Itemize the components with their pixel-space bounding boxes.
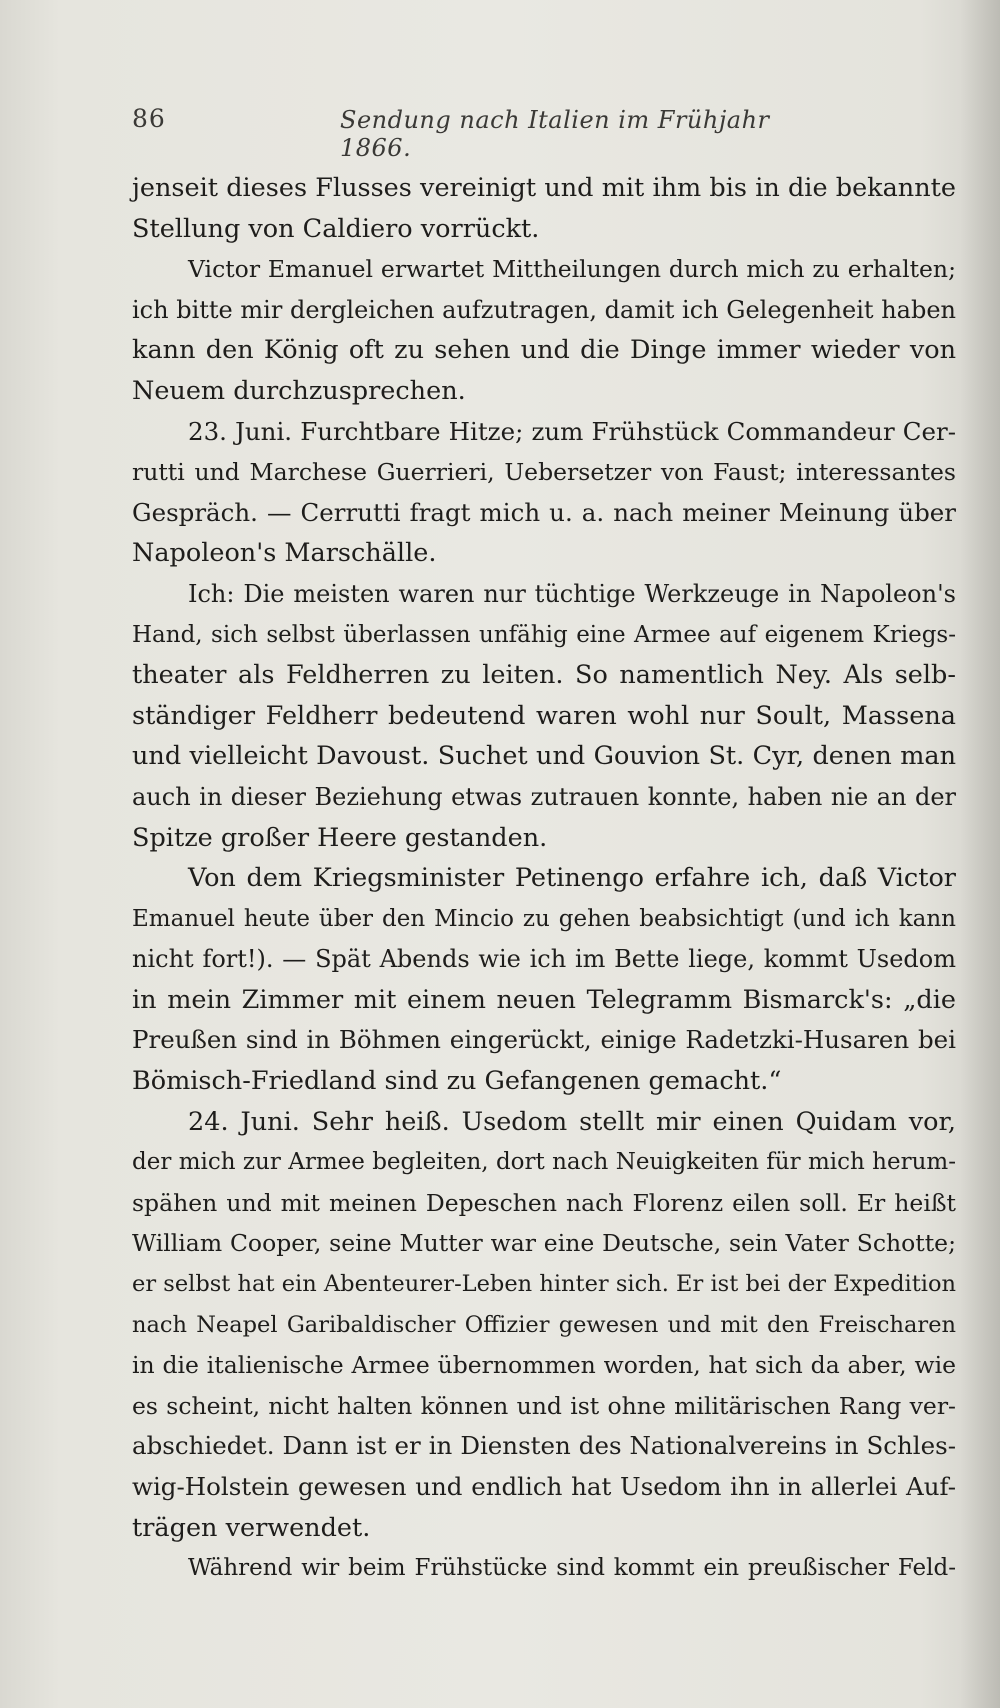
text-line: der mich zur Armee begleiten, dort nach Neuigkeiten für mich herum- xyxy=(132,1149,956,1176)
text-line: Emanuel heute über den Mincio zu gehen beabsichtigt (und ich kann xyxy=(132,905,956,932)
text-line: Ich: Die meisten waren nur tüchtige Werkzeuge in Napoleon's xyxy=(188,579,956,608)
text-line: Preußen sind in Böhmen eingerückt, einige Radetzki-Husaren bei xyxy=(132,1025,956,1055)
text-line: Gespräch. — Cerrutti fragt mich u. a. nach meiner Meinung über xyxy=(132,497,956,527)
text-line: und vielleicht Davoust. Suchet und Gouvion St. Cyr, denen man xyxy=(132,741,956,772)
text-line: wig-Holstein gewesen und endlich hat Usedom ihn in allerlei Auf- xyxy=(132,1472,956,1501)
text-line: in mein Zimmer mit einem neuen Telegramm Bismarck's: „die xyxy=(132,984,956,1015)
text-line: rutti und Marchese Guerrieri, Uebersetzer von Faust; interessantes xyxy=(132,458,956,487)
text-line: Von dem Kriegsminister Petinengo erfahre ich, daß Victor xyxy=(188,863,956,894)
text-line: trägen verwendet. xyxy=(132,1512,371,1543)
text-line: abschiedet. Dann ist er in Diensten des Nationalvereins in Schles- xyxy=(132,1431,956,1461)
text-line: Neuem durchzusprechen. xyxy=(132,375,466,406)
text-line: 24. Juni. Sehr heiß. Usedom stellt mir einen Quidam vor, xyxy=(188,1106,956,1137)
text-line: Hand, sich selbst überlassen unfähig eine Armee auf eigenem Kriegs- xyxy=(132,621,956,648)
running-title: Sendung nach Italien im Frühjahr 1866. xyxy=(340,106,770,162)
text-line: Bömisch-Friedland sind zu Gefangenen gemacht.“ xyxy=(132,1066,782,1097)
text-line: er selbst hat ein Abenteurer-Leben hinter sich. Er ist bei der Expedition xyxy=(132,1271,956,1298)
body-text xyxy=(132,168,956,1589)
text-line: auch in dieser Beziehung etwas zutrauen konnte, haben nie an der xyxy=(132,782,956,811)
text-line: in die italienische Armee übernommen worden, hat sich da aber, wie xyxy=(132,1351,956,1380)
text-line: jenseit dieses Flusses vereinigt und mit ihm bis in die bekannte xyxy=(132,173,956,203)
text-line: Während wir beim Frühstücke sind kommt ein preußischer Feld- xyxy=(188,1555,956,1582)
text-line: nach Neapel Garibaldischer Offizier gewesen und mit den Freischaren xyxy=(132,1311,956,1338)
text-line: William Cooper, seine Mutter war eine Deutsche, sein Vater Schotte; xyxy=(132,1229,956,1258)
text-line: theater als Feldherren zu leiten. So namentlich Ney. Als selb- xyxy=(132,660,956,691)
text-line: es scheint, nicht halten können und ist ohne militärischen Rang ver- xyxy=(132,1391,956,1420)
page-header xyxy=(132,104,772,162)
text-line: spähen und mit meinen Depeschen nach Florenz eilen soll. Er heißt xyxy=(132,1188,956,1217)
text-line: Napoleon's Marschälle. xyxy=(132,538,437,569)
text-line: Spitze großer Heere gestanden. xyxy=(132,822,548,853)
text-line: ständiger Feldherr bedeutend waren wohl nur Soult, Massena xyxy=(132,700,956,731)
text-line: ich bitte mir dergleichen aufzutragen, damit ich Gelegenheit haben xyxy=(132,295,956,324)
text-line: nicht fort!). — Spät Abends wie ich im Bette liege, kommt Usedom xyxy=(132,945,956,974)
text-line: Victor Emanuel erwartet Mittheilungen durch mich zu erhalten; xyxy=(188,255,956,284)
text-line: 23. Juni. Furchtbare Hitze; zum Frühstück Commandeur Cer- xyxy=(188,416,956,446)
page-number: 86 xyxy=(132,104,166,133)
page-edge-shadow xyxy=(960,0,1000,1708)
text-line: kann den König oft zu sehen und die Dinge immer wieder von xyxy=(132,335,956,366)
text-line: Stellung von Caldiero vorrückt. xyxy=(132,213,540,244)
